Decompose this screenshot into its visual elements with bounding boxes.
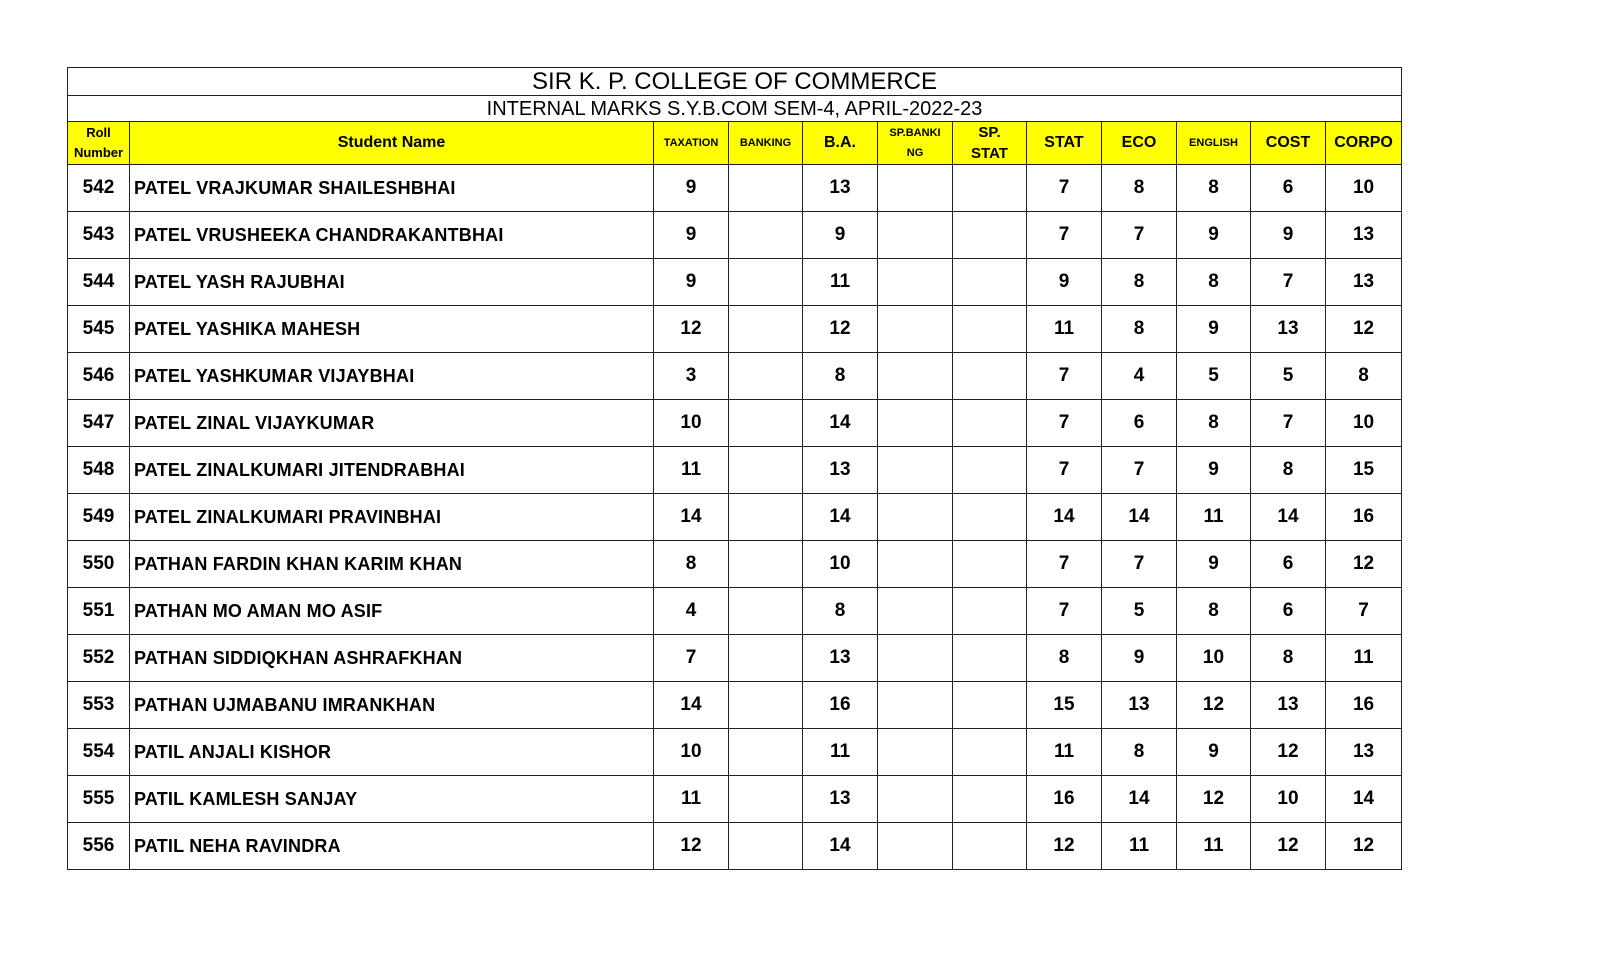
sp-stat-cell — [953, 823, 1027, 870]
stat-cell: 12 — [1027, 823, 1102, 870]
eco-cell: 7 — [1102, 212, 1177, 259]
header-eco: ECO — [1102, 122, 1177, 165]
corpo-cell: 15 — [1326, 447, 1402, 494]
cost-cell: 13 — [1251, 306, 1326, 353]
header-banking: BANKING — [729, 122, 803, 165]
stat-cell: 9 — [1027, 259, 1102, 306]
cost-cell: 9 — [1251, 212, 1326, 259]
taxation-cell: 8 — [654, 541, 729, 588]
cost-cell: 12 — [1251, 823, 1326, 870]
banking-cell — [729, 588, 803, 635]
stat-cell: 16 — [1027, 776, 1102, 823]
roll-cell: 554 — [68, 729, 130, 776]
ba-cell: 11 — [803, 259, 878, 306]
sp-stat-cell — [953, 541, 1027, 588]
ba-cell: 13 — [803, 165, 878, 212]
roll-cell: 546 — [68, 353, 130, 400]
table-row — [68, 212, 1402, 259]
english-cell: 9 — [1177, 729, 1251, 776]
banking-cell — [729, 400, 803, 447]
roll-cell: 547 — [68, 400, 130, 447]
banking-cell — [729, 306, 803, 353]
eco-cell: 7 — [1102, 447, 1177, 494]
banking-cell — [729, 447, 803, 494]
english-cell: 12 — [1177, 776, 1251, 823]
student-name-cell: PATIL NEHA RAVINDRA — [130, 823, 654, 870]
corpo-cell: 16 — [1326, 494, 1402, 541]
header-sp-stat-line1: SP. — [978, 124, 1001, 141]
sp-stat-cell — [953, 588, 1027, 635]
corpo-cell: 13 — [1326, 729, 1402, 776]
corpo-cell: 7 — [1326, 588, 1402, 635]
ba-cell: 9 — [803, 212, 878, 259]
taxation-cell: 3 — [654, 353, 729, 400]
ba-cell: 8 — [803, 353, 878, 400]
sp-stat-cell — [953, 259, 1027, 306]
ba-cell: 16 — [803, 682, 878, 729]
header-cost: COST — [1251, 122, 1326, 165]
sp-banking-cell — [878, 165, 953, 212]
sp-banking-cell — [878, 353, 953, 400]
table-row — [68, 588, 1402, 635]
corpo-cell: 12 — [1326, 306, 1402, 353]
cost-cell: 8 — [1251, 635, 1326, 682]
student-name-cell: PATEL ZINALKUMARI PRAVINBHAI — [130, 494, 654, 541]
sp-banking-cell — [878, 212, 953, 259]
cost-cell: 5 — [1251, 353, 1326, 400]
roll-cell: 551 — [68, 588, 130, 635]
header-ba: B.A. — [803, 122, 878, 165]
eco-cell: 8 — [1102, 259, 1177, 306]
corpo-cell: 12 — [1326, 823, 1402, 870]
header-sp-banking-line2: NG — [906, 147, 924, 159]
roll-cell: 553 — [68, 682, 130, 729]
student-name-cell: PATEL ZINALKUMARI JITENDRABHAI — [130, 447, 654, 494]
stat-cell: 14 — [1027, 494, 1102, 541]
sp-banking-cell — [878, 259, 953, 306]
sp-stat-cell — [953, 729, 1027, 776]
english-cell: 8 — [1177, 165, 1251, 212]
ba-cell: 14 — [803, 823, 878, 870]
english-cell: 9 — [1177, 212, 1251, 259]
eco-cell: 8 — [1102, 729, 1177, 776]
table-row — [68, 541, 1402, 588]
taxation-cell: 12 — [654, 823, 729, 870]
eco-cell: 7 — [1102, 541, 1177, 588]
stat-cell: 11 — [1027, 306, 1102, 353]
header-english: ENGLISH — [1177, 122, 1251, 165]
table-row — [68, 165, 1402, 212]
student-name-cell: PATEL YASHKUMAR VIJAYBHAI — [130, 353, 654, 400]
english-cell: 9 — [1177, 306, 1251, 353]
sp-banking-cell — [878, 682, 953, 729]
banking-cell — [729, 541, 803, 588]
taxation-cell: 11 — [654, 447, 729, 494]
student-name-cell: PATEL VRUSHEEKA CHANDRAKANTBHAI — [130, 212, 654, 259]
roll-cell: 543 — [68, 212, 130, 259]
student-name-cell: PATHAN MO AMAN MO ASIF — [130, 588, 654, 635]
sp-stat-cell — [953, 635, 1027, 682]
ba-cell: 11 — [803, 729, 878, 776]
header-stat: STAT — [1027, 122, 1102, 165]
roll-cell: 550 — [68, 541, 130, 588]
ba-cell: 13 — [803, 447, 878, 494]
stat-cell: 7 — [1027, 588, 1102, 635]
student-name-cell: PATEL ZINAL VIJAYKUMAR — [130, 400, 654, 447]
roll-cell: 548 — [68, 447, 130, 494]
taxation-cell: 10 — [654, 400, 729, 447]
student-name-cell: PATIL ANJALI KISHOR — [130, 729, 654, 776]
roll-cell: 555 — [68, 776, 130, 823]
table-row — [68, 400, 1402, 447]
student-name-cell: PATEL VRAJKUMAR SHAILESHBHAI — [130, 165, 654, 212]
banking-cell — [729, 635, 803, 682]
english-cell: 11 — [1177, 494, 1251, 541]
stat-cell: 15 — [1027, 682, 1102, 729]
stat-cell: 8 — [1027, 635, 1102, 682]
student-name-cell: PATIL KAMLESH SANJAY — [130, 776, 654, 823]
roll-cell: 552 — [68, 635, 130, 682]
taxation-cell: 10 — [654, 729, 729, 776]
sp-banking-cell — [878, 541, 953, 588]
table-row — [68, 447, 1402, 494]
cost-cell: 13 — [1251, 682, 1326, 729]
cost-cell: 6 — [1251, 165, 1326, 212]
header-roll-number — [68, 122, 130, 165]
taxation-cell: 11 — [654, 776, 729, 823]
student-name-cell: PATHAN FARDIN KHAN KARIM KHAN — [130, 541, 654, 588]
corpo-cell: 13 — [1326, 259, 1402, 306]
eco-cell: 5 — [1102, 588, 1177, 635]
stat-cell: 7 — [1027, 400, 1102, 447]
table-row — [68, 353, 1402, 400]
sp-banking-cell — [878, 447, 953, 494]
sp-banking-cell — [878, 635, 953, 682]
cost-cell: 7 — [1251, 259, 1326, 306]
corpo-cell: 10 — [1326, 165, 1402, 212]
english-cell: 10 — [1177, 635, 1251, 682]
corpo-cell: 13 — [1326, 212, 1402, 259]
table-row — [68, 729, 1402, 776]
sp-stat-cell — [953, 165, 1027, 212]
header-roll-line2: Number — [73, 145, 124, 160]
sp-banking-cell — [878, 729, 953, 776]
ba-cell: 8 — [803, 588, 878, 635]
sp-stat-cell — [953, 306, 1027, 353]
table-row — [68, 823, 1402, 870]
stat-cell: 7 — [1027, 447, 1102, 494]
banking-cell — [729, 823, 803, 870]
header-sp-stat-line2: STAT — [971, 145, 1008, 162]
eco-cell: 14 — [1102, 494, 1177, 541]
table-row — [68, 776, 1402, 823]
english-cell: 12 — [1177, 682, 1251, 729]
header-row — [68, 122, 1402, 165]
corpo-cell: 12 — [1326, 541, 1402, 588]
banking-cell — [729, 729, 803, 776]
banking-cell — [729, 776, 803, 823]
cost-cell: 14 — [1251, 494, 1326, 541]
roll-cell: 542 — [68, 165, 130, 212]
sp-banking-cell — [878, 823, 953, 870]
student-name-cell: PATHAN UJMABANU IMRANKHAN — [130, 682, 654, 729]
english-cell: 9 — [1177, 447, 1251, 494]
english-cell: 8 — [1177, 259, 1251, 306]
table-row — [68, 306, 1402, 353]
ba-cell: 13 — [803, 776, 878, 823]
student-name-cell: PATHAN SIDDIQKHAN ASHRAFKHAN — [130, 635, 654, 682]
taxation-cell: 14 — [654, 494, 729, 541]
corpo-cell: 14 — [1326, 776, 1402, 823]
roll-cell: 545 — [68, 306, 130, 353]
roll-cell: 549 — [68, 494, 130, 541]
taxation-cell: 4 — [654, 588, 729, 635]
ba-cell: 14 — [803, 400, 878, 447]
banking-cell — [729, 353, 803, 400]
banking-cell — [729, 682, 803, 729]
student-name-cell: PATEL YASHIKA MAHESH — [130, 306, 654, 353]
english-cell: 8 — [1177, 588, 1251, 635]
ba-cell: 13 — [803, 635, 878, 682]
corpo-cell: 11 — [1326, 635, 1402, 682]
table-row — [68, 259, 1402, 306]
taxation-cell: 12 — [654, 306, 729, 353]
table-row — [68, 494, 1402, 541]
sp-stat-cell — [953, 212, 1027, 259]
roll-cell: 556 — [68, 823, 130, 870]
header-taxation: TAXATION — [654, 122, 729, 165]
taxation-cell: 9 — [654, 165, 729, 212]
table-row — [68, 682, 1402, 729]
sp-banking-cell — [878, 776, 953, 823]
taxation-cell: 9 — [654, 259, 729, 306]
header-sp-banking — [878, 122, 953, 165]
cost-cell: 7 — [1251, 400, 1326, 447]
eco-cell: 9 — [1102, 635, 1177, 682]
cost-cell: 8 — [1251, 447, 1326, 494]
banking-cell — [729, 212, 803, 259]
eco-cell: 6 — [1102, 400, 1177, 447]
english-cell: 8 — [1177, 400, 1251, 447]
english-cell: 11 — [1177, 823, 1251, 870]
stat-cell: 7 — [1027, 541, 1102, 588]
stat-cell: 11 — [1027, 729, 1102, 776]
sp-stat-cell — [953, 494, 1027, 541]
sp-banking-cell — [878, 494, 953, 541]
corpo-cell: 16 — [1326, 682, 1402, 729]
ba-cell: 14 — [803, 494, 878, 541]
header-sp-banking-line1: SP.BANKI — [889, 127, 941, 139]
cost-cell: 12 — [1251, 729, 1326, 776]
eco-cell: 13 — [1102, 682, 1177, 729]
cost-cell: 6 — [1251, 541, 1326, 588]
taxation-cell: 7 — [654, 635, 729, 682]
eco-cell: 11 — [1102, 823, 1177, 870]
stat-cell: 7 — [1027, 165, 1102, 212]
eco-cell: 8 — [1102, 306, 1177, 353]
stat-cell: 7 — [1027, 353, 1102, 400]
eco-cell: 4 — [1102, 353, 1177, 400]
corpo-cell: 10 — [1326, 400, 1402, 447]
marks-table — [67, 67, 1402, 870]
header-student-name: Student Name — [130, 122, 654, 165]
english-cell: 5 — [1177, 353, 1251, 400]
stat-cell: 7 — [1027, 212, 1102, 259]
sp-stat-cell — [953, 400, 1027, 447]
sp-stat-cell — [953, 447, 1027, 494]
table-row — [68, 635, 1402, 682]
cost-cell: 10 — [1251, 776, 1326, 823]
header-roll-line1: Roll — [86, 125, 111, 140]
sp-banking-cell — [878, 400, 953, 447]
taxation-cell: 14 — [654, 682, 729, 729]
banking-cell — [729, 494, 803, 541]
ba-cell: 10 — [803, 541, 878, 588]
corpo-cell: 8 — [1326, 353, 1402, 400]
header-sp-stat — [953, 122, 1027, 165]
cost-cell: 6 — [1251, 588, 1326, 635]
roll-cell: 544 — [68, 259, 130, 306]
banking-cell — [729, 165, 803, 212]
eco-cell: 14 — [1102, 776, 1177, 823]
college-title: SIR K. P. COLLEGE OF COMMERCE — [68, 68, 1402, 96]
header-corpo: CORPO — [1326, 122, 1402, 165]
banking-cell — [729, 259, 803, 306]
sp-stat-cell — [953, 353, 1027, 400]
sp-banking-cell — [878, 588, 953, 635]
sp-stat-cell — [953, 776, 1027, 823]
ba-cell: 12 — [803, 306, 878, 353]
sp-stat-cell — [953, 682, 1027, 729]
sp-banking-cell — [878, 306, 953, 353]
taxation-cell: 9 — [654, 212, 729, 259]
english-cell: 9 — [1177, 541, 1251, 588]
student-name-cell: PATEL YASH RAJUBHAI — [130, 259, 654, 306]
eco-cell: 8 — [1102, 165, 1177, 212]
marks-subtitle: INTERNAL MARKS S.Y.B.COM SEM-4, APRIL-2022-23 — [68, 96, 1402, 122]
